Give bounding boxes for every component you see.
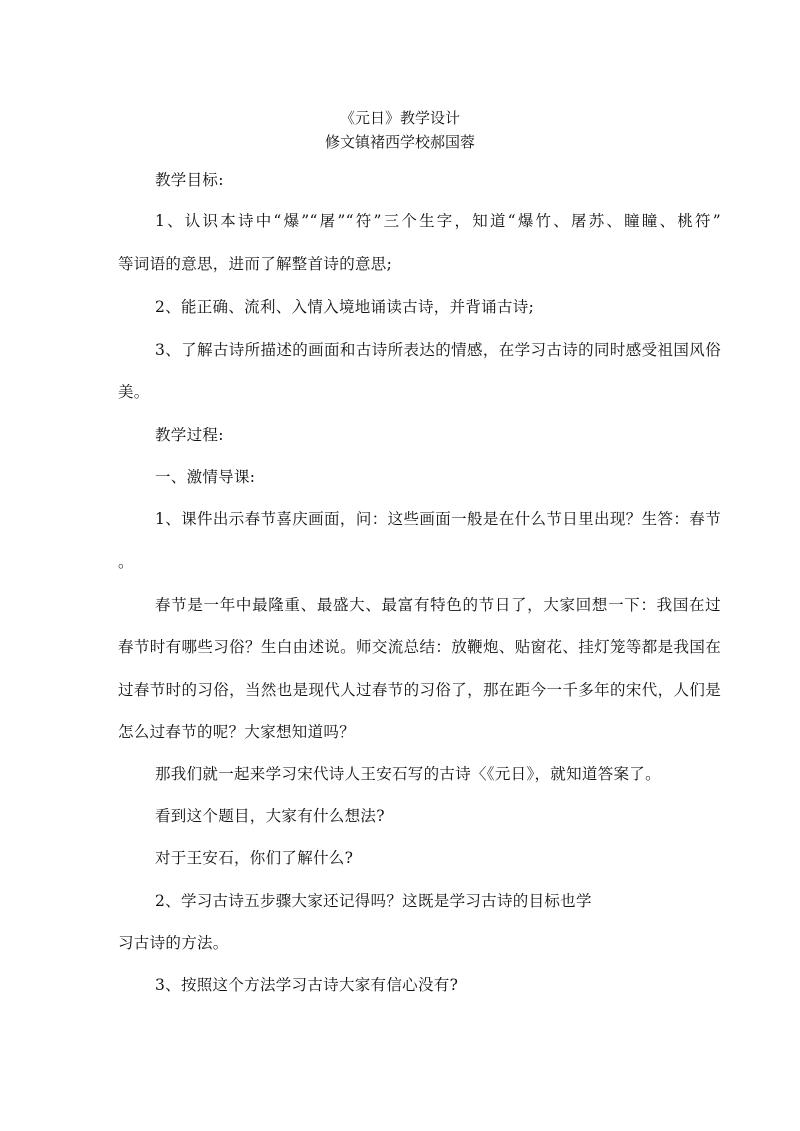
objective-3-line-1: 3、了解古诗所描述的画面和古诗所表达的情感，在学习古诗的同时感受祖国风俗: [155, 341, 721, 359]
step-1-line-2: 。: [118, 553, 134, 571]
objective-1-line-1: 1、认识本诗中“爆”“屠”“符”三个生字，知道“爆竹、屠苏、瞳瞳、桃符”: [155, 212, 721, 230]
step-2-line-1: 2、学习古诗五步骤大家还记得吗？这既是学习古诗的目标也学: [155, 892, 592, 910]
paragraph-wang-anshi: 对于王安石，你们了解什么?: [155, 849, 354, 867]
section-heading-objectives: 教学目标:: [155, 171, 224, 189]
section-heading-process: 教学过程:: [155, 426, 224, 444]
objective-2: 2、能正确、流利、入情入境地诵读古诗，并背诵古诗;: [155, 298, 535, 316]
step-3: 3、按照这个方法学习古诗大家有信心没有?: [155, 976, 459, 994]
document-title: 《元日》教学设计: [339, 109, 460, 127]
paragraph-spring-line-2: 春节时有哪些习俗？生白由述说。师交流总结：放鞭炮、贴窗花、挂灯笼等都是我国在: [118, 638, 721, 656]
paragraph-learn-poem: 那我们就一起来学习宋代诗人王安石写的古诗〈《元日》，就知道答案了。: [155, 765, 661, 783]
paragraph-spring-line-3: 过春节时的习俗，当然也是现代人过春节的习俗了，那在距今一千多年的宋代，人们是: [118, 681, 721, 699]
objective-3-line-2: 美。: [118, 383, 150, 401]
step-1-line-1: 1、课件出示春节喜庆画面，问：这些画面一般是在什么节日里出现？生答：春节: [155, 510, 721, 528]
document-author: 修文镇褚西学校郝国蓉: [324, 133, 475, 151]
step-2-line-2: 习古诗的方法。: [118, 934, 229, 952]
step-heading-intro: 一、激情导课:: [155, 468, 256, 486]
paragraph-spring-line-1: 春节是一年中最隆重、最盛大、最富有特色的节日了，大家回想一下：我国在过: [155, 596, 721, 614]
objective-1-line-2: 等词语的意思，进而了解整首诗的意思;: [118, 255, 393, 273]
paragraph-title-thoughts: 看到这个题目，大家有什么想法?: [155, 807, 385, 825]
paragraph-spring-line-4: 怎么过春节的呢？大家想知道吗？: [118, 723, 356, 741]
